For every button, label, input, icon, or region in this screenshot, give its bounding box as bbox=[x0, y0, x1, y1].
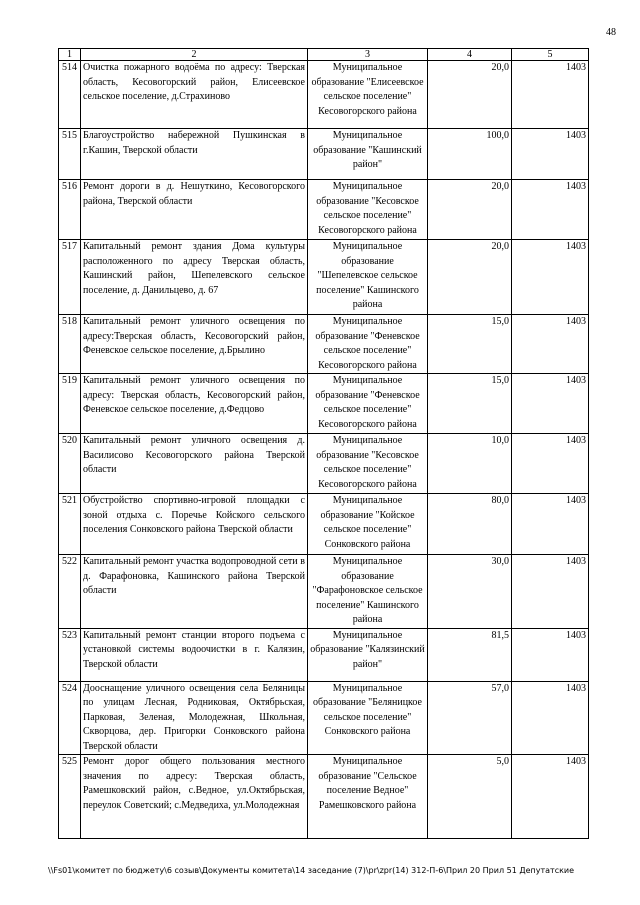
project-description: Обустройство спортивно-игровой площадки с зоной отдыха с. Поречье Койского сельского поселения Сонковского района Тверской области bbox=[81, 494, 308, 555]
municipality: Муниципальное образование "Беляницкое сельское поселение" Сонковского района bbox=[308, 681, 428, 755]
municipality: Муниципальное образование "Шепелевское сельское поселение" Кашинского района bbox=[308, 240, 428, 315]
amount: 15,0 bbox=[428, 315, 512, 374]
table-row bbox=[59, 374, 589, 434]
amount: 57,0 bbox=[428, 681, 512, 755]
budget-code: 1403 bbox=[512, 180, 589, 240]
amount: 80,0 bbox=[428, 494, 512, 555]
row-number: 515 bbox=[59, 129, 81, 180]
municipality: Муниципальное образование "Кесовское сельское поселение" Кесовогорского района bbox=[308, 180, 428, 240]
project-description: Капитальный ремонт станции второго подъема с установкой системы водоочистки в г. Калязин, Тверской области bbox=[81, 628, 308, 681]
project-description: Капитальный ремонт здания Дома культуры расположенного по адресу Тверская область, Кашинский район, Шепелевского сельское поселение, д. Данильцево, д. 67 bbox=[81, 240, 308, 315]
projects-table bbox=[58, 48, 589, 839]
row-number: 517 bbox=[59, 240, 81, 315]
table-row bbox=[59, 555, 589, 629]
footer-path: \\Fs01\комитет по бюджету\6 созыв\Документы комитета\14 заседание (7)\pr\zpr(14) 312-П-6\Прил 20 Прил 51 Депутатские bbox=[48, 866, 575, 875]
table-row bbox=[59, 434, 589, 494]
table-row bbox=[59, 755, 589, 839]
table-row bbox=[59, 61, 589, 129]
project-description: Капитальный ремонт уличного освещения по адресу:Тверская область, Кесовогорский район, Феневское сельское поселение, д.Брылино bbox=[81, 315, 308, 374]
page-number: 48 bbox=[606, 27, 616, 38]
budget-code: 1403 bbox=[512, 374, 589, 434]
column-header: 4 bbox=[428, 49, 512, 61]
budget-code: 1403 bbox=[512, 129, 589, 180]
amount: 100,0 bbox=[428, 129, 512, 180]
municipality: Муниципальное образование "Кашинский район" bbox=[308, 129, 428, 180]
row-number: 518 bbox=[59, 315, 81, 374]
budget-code: 1403 bbox=[512, 315, 589, 374]
row-number: 516 bbox=[59, 180, 81, 240]
budget-code: 1403 bbox=[512, 434, 589, 494]
budget-code: 1403 bbox=[512, 494, 589, 555]
row-number: 514 bbox=[59, 61, 81, 129]
row-number: 520 bbox=[59, 434, 81, 494]
project-description: Капитальный ремонт участка водопроводной сети в д. Фарафоновка, Кашинского района Тверской области bbox=[81, 555, 308, 629]
budget-code: 1403 bbox=[512, 755, 589, 839]
header-row bbox=[59, 49, 589, 61]
project-description: Очистка пожарного водоёма по адресу: Тверская область, Кесовогорский район, Елисеевское сельское поселение, д.Страхиново bbox=[81, 61, 308, 129]
project-description: Ремонт дорог общего пользования местного значения по адресу: Тверская область, Рамешковский район, с.Ведное, ул.Октябрьская, переулок Советский; с.Медведиха, ул.Молодежная bbox=[81, 755, 308, 839]
budget-code: 1403 bbox=[512, 628, 589, 681]
amount: 20,0 bbox=[428, 240, 512, 315]
amount: 30,0 bbox=[428, 555, 512, 629]
project-description: Капитальный ремонт уличного освещения по адресу: Тверская область, Кесовогорский район, Феневское сельское поселение, д.Федцово bbox=[81, 374, 308, 434]
table-row bbox=[59, 681, 589, 755]
amount: 20,0 bbox=[428, 61, 512, 129]
table-row bbox=[59, 628, 589, 681]
row-number: 525 bbox=[59, 755, 81, 839]
municipality: Муниципальное образование "Сельское поселение Ведное" Рамешковского района bbox=[308, 755, 428, 839]
column-header: 5 bbox=[512, 49, 589, 61]
column-header: 3 bbox=[308, 49, 428, 61]
column-header: 2 bbox=[81, 49, 308, 61]
project-description: Капитальный ремонт уличного освещения д. Василисово Кесовогорского района Тверской области bbox=[81, 434, 308, 494]
row-number: 519 bbox=[59, 374, 81, 434]
table-row bbox=[59, 494, 589, 555]
project-description: Благоустройство набережной Пушкинская в г.Кашин, Тверской области bbox=[81, 129, 308, 180]
budget-code: 1403 bbox=[512, 681, 589, 755]
municipality: Муниципальное образование "Фарафоновское сельское поселение" Кашинского района bbox=[308, 555, 428, 629]
row-number: 522 bbox=[59, 555, 81, 629]
table-row bbox=[59, 315, 589, 374]
row-number: 524 bbox=[59, 681, 81, 755]
project-description: Дооснащение уличного освещения села Беляницы по улицам Лесная, Родниковая, Октябрьская, Парковая, Зеленая, Молодежная, Школьная, Скворцова, дер. Пригорки Сонковского района Тверской области bbox=[81, 681, 308, 755]
project-description: Ремонт дороги в д. Нешуткино, Кесовогорского района, Тверской области bbox=[81, 180, 308, 240]
table-row bbox=[59, 129, 589, 180]
amount: 20,0 bbox=[428, 180, 512, 240]
municipality: Муниципальное образование "Феневское сельское поселение" Кесовогорского района bbox=[308, 374, 428, 434]
column-header: 1 bbox=[59, 49, 81, 61]
municipality: Муниципальное образование "Елисеевское сельское поселение" Кесовогорского района bbox=[308, 61, 428, 129]
budget-code: 1403 bbox=[512, 240, 589, 315]
amount: 5,0 bbox=[428, 755, 512, 839]
amount: 15,0 bbox=[428, 374, 512, 434]
amount: 10,0 bbox=[428, 434, 512, 494]
municipality: Муниципальное образование "Койское сельское поселение" Сонковского района bbox=[308, 494, 428, 555]
row-number: 521 bbox=[59, 494, 81, 555]
row-number: 523 bbox=[59, 628, 81, 681]
budget-code: 1403 bbox=[512, 555, 589, 629]
budget-code: 1403 bbox=[512, 61, 589, 129]
table-row bbox=[59, 180, 589, 240]
municipality: Муниципальное образование "Феневское сельское поселение" Кесовогорского района bbox=[308, 315, 428, 374]
table-row bbox=[59, 240, 589, 315]
amount: 81,5 bbox=[428, 628, 512, 681]
municipality: Муниципальное образование "Кесовское сельское поселение" Кесовогорского района bbox=[308, 434, 428, 494]
municipality: Муниципальное образование "Калязинский район" bbox=[308, 628, 428, 681]
